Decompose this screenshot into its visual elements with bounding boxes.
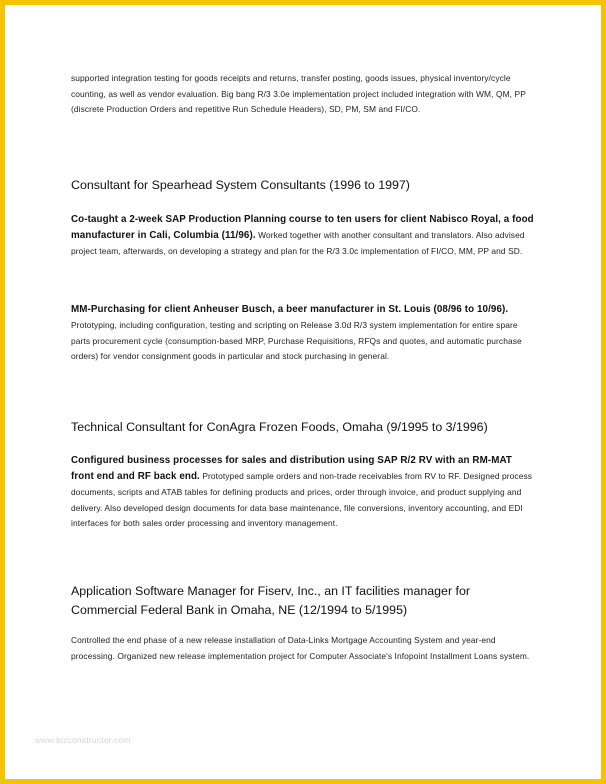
entry-body: Prototyped sample orders and non-trade receivables from RV to RF. Designed process documents, scripts and ATAB tables for defining products and prices, order through invoice, and product supplying and delivery. Also developed design documents for data base maintenance, file conversions, inventory accounting, and EDI interfaces for both sales order processing and inventory management. <box>71 471 533 528</box>
document-page <box>5 5 601 779</box>
entry-body: Controlled the end phase of a new release installation of Data-Links Mortgage Accounting System and year-end processing. Organized new release implementation project for Computer Associate's Infopoint Installment Loans system. <box>71 635 530 661</box>
intro-paragraph: supported integration testing for goods receipts and returns, transfer posting, goods issues, physical inventory/cycle counting, as well as vendor evaluation. Big bang R/3 3.0e implementation project included integration with WM, QM, PP (discrete Production Orders and repetitive Run Schedule Headers), SD, PM, SM and FI/CO. <box>71 73 526 114</box>
entry-body: Prototyping, including configuration, testing and scripting on Release 3.0d R/3 system implementation for entire spare parts procurement cycle (consumption-based MRP, Purchase Requisitions, RFQs and quotes, and automatic purchase orders) for vendor consignment goods in particular and stock purchasing in general. <box>71 320 522 361</box>
entry-lead: Configured business processes for sales and distribution using SAP R/2 RV with an RM-MAT front end and RF back end. <box>71 455 513 482</box>
job-section-spearhead <box>71 176 537 195</box>
job-entry <box>71 633 537 665</box>
job-entry <box>71 302 537 365</box>
job-section-fiserv <box>71 582 537 620</box>
job-entry <box>71 212 537 260</box>
entry-body: Worked together with another consultant and translators. Also advised project team, afterwards, on developing a strategy and plan for the R/3 3.0c implementation of FI/CO, MM, PP and SD. <box>71 230 525 256</box>
job-title: Consultant for Spearhead System Consultants (1996 to 1997) <box>71 178 410 192</box>
job-section-conagra <box>71 418 537 437</box>
job-title: Application Software Manager for Fiserv, Inc., an IT facilities manager for Commercial Federal Bank in Omaha, NE (12/1994 to 5/1995) <box>71 584 470 617</box>
watermark-text: www.bizconstructor.com <box>35 735 131 745</box>
job-entry <box>71 453 537 532</box>
job-title: Technical Consultant for ConAgra Frozen Foods, Omaha (9/1995 to 3/1996) <box>71 420 488 434</box>
entry-lead: MM-Purchasing for client Anheuser Busch, a beer manufacturer in St. Louis (08/96 to 10/96). <box>71 304 509 315</box>
entry-lead: Co-taught a 2-week SAP Production Planning course to ten users for client Nabisco Royal, a food manufacturer in Cali, Columbia (11/96). <box>71 214 534 241</box>
